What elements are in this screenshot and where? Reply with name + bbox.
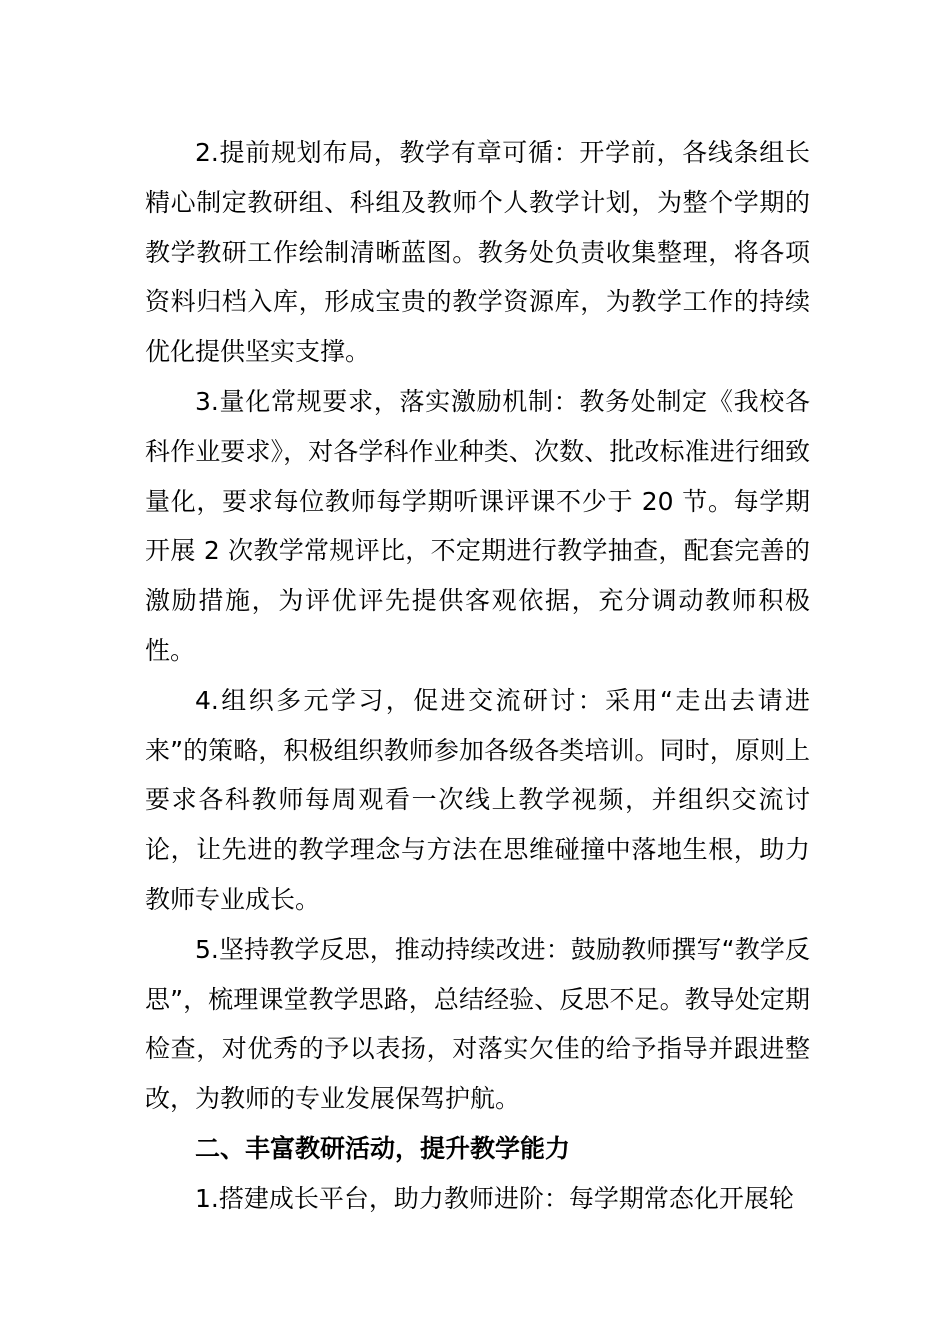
document-body: [145, 128, 810, 1224]
paragraph-planning: 2.提前规划布局，教学有章可循：开学前，各线条组长精心制定教研组、科组及教师个人教学计划，为整个学期的教学教研工作绘制清晰蓝图。教务处负责收集整理，将各项资料归档入库，形成宝贵的教学资源库，为教学工作的持续优化提供坚实支撑。: [145, 138, 810, 367]
section-heading: 二、丰富教研活动，提升教学能力: [195, 1133, 571, 1163]
paragraph-quantified-requirements: 3.量化常规要求，落实激励机制：教务处制定《我校各科作业要求》，对各学科作业种类、次数、批改标准进行细致量化，要求每位教师每学期听课评课不少于 20 节。每学期开展 2 次教学常规评比，不定期进行教学抽查，配套完善的激励措施，为评优评先提供客观依据，充分调动教师积极性。: [145, 386, 810, 665]
paragraph-growth-platform: 1.搭建成长平台，助力教师进阶：每学期常态化开展轮: [195, 1183, 794, 1213]
paragraph-teaching-reflection: 5.坚持教学反思，推动持续改进：鼓励教师撰写“教学反思”，梳理课堂教学思路，总结经验、反思不足。教导处定期检查，对优秀的予以表扬，对落实欠佳的给予指导并跟进整改，为教师的专业发展保驾护航。: [145, 934, 810, 1114]
paragraph-diverse-learning: 4.组织多元学习，促进交流研讨：采用“走出去请进来”的策略，积极组织教师参加各级各类培训。同时，原则上要求各科教师每周观看一次线上教学视频，并组织交流讨论，让先进的教学理念与方法在思维碰撞中落地生根，助力教师专业成长。: [145, 685, 810, 914]
